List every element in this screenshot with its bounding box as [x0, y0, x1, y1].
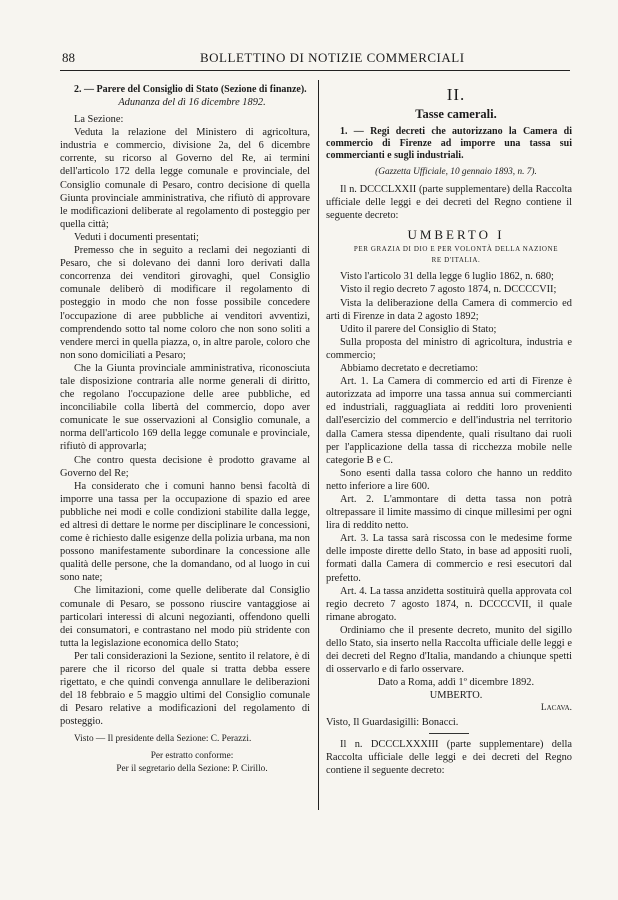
article-3: Art. 3. La tassa sarà riscossa con le medesime forme delle imposte dirette dello Stato, in base ad appositi ruoli, formati dalla Camera di commercio e resi esecutori dal prefetto. [326, 533, 572, 584]
paragraph: Ha considerato che i comuni hanno bensì facoltà di imporre una tassa per la occupazione di spazio ed aree pubbliche nei modi e colle condizioni stabilite dalla legge, ed altresì di dettare le norme per disciplinare le concessioni, come è richiesto dalle esigenze della polizia urbana, ma non possono manifestamente subordinare la concessione alle qualità delle persone, che la domandano, od al luogo in cui sono nate; [60, 480, 310, 584]
paragraph: Ordiniamo che il presente decreto, munito del sigillo dello Stato, sia inserto nella Raccolta ufficiale delle leggi e dei decreti del Regno d'Italia, mandando a chiunque spetti di osservarlo e di farlo osservare. [326, 624, 572, 676]
paragraph: Abbiamo decretato e decretiamo: [340, 363, 479, 375]
king-name: UMBERTO I [407, 227, 505, 243]
visto-presidente: Visto — Il presidente della Sezione: C. Perazzi. [74, 733, 252, 744]
paragraph: Visto l'articolo 31 della legge 6 luglio 1862, n. 680; [340, 271, 554, 283]
article-1: Art. 1. La Camera di commercio ed arti di Firenze è autorizzata ad imporre una tassa annua sui commercianti ed industriali, ragguagliata ai redditi loro provenienti dall'esercizio del commercio e dell'industria nel territorio dalla Camera stessa dipendente, quali risultano dai ruoli per l'applicazione della tassa di ricchezza mobile nelle categorie B e C. [326, 376, 572, 466]
estratto-conforme: Per estratto conforme: [150, 750, 234, 761]
paragraph: Veduti i documenti presentati; [74, 231, 199, 243]
paragraph: Vista la deliberazione della Camera di commercio ed arti di Firenze in data 2 agosto 1892; [326, 297, 572, 322]
paragraph: Sono esenti dalla tassa coloro che hanno un reddito netto inferiore a lire 600. [326, 467, 572, 492]
paragraph: Che la Giunta provinciale amministrativa, riconosciuta tale disposizione contraria alle norme generali di diritto, che regolano l'occupazione delle aree pubbliche, ed inconciliabile colla libertà del commercio, dopo aver comunicate le sue osservazioni al Consiglio comunale, a norma dell'articolo 169 della legge comunale e provinciale, rifiutò di approvarla; [60, 362, 310, 453]
paragraph: Il n. DCCCLXXII (parte supplementare) della Raccolta ufficiale delle leggi e dei decreti del Regno contiene il seguente decreto: [326, 184, 572, 222]
item-title: 1. — Regi decreti che autorizzano la Camera di commercio di Firenze ad imporre una tassa sui commercianti e sugli industriali. [326, 126, 572, 161]
paragraph: Per tali considerazioni la Sezione, sentito il relatore, è di parere che il ricorso del quale si tratta debba essere rigettato, e che quindi convenga annullare le deliberazioni del 18 febbraio e 5 maggio ultimi del Consiglio comunale di Pesaro relative a modificazioni del regolamento di posteggio. [60, 650, 310, 728]
lacava-signature: Lacava. [540, 703, 572, 714]
umberto-signature: UMBERTO. [429, 690, 483, 702]
paragraph: Veduta la relazione del Ministero di agricoltura, industria e commercio, divisione 2a, del 6 dicembre corrente, su ricorso al Governo del Re, ai termini dell'articolo 172 della legge comunale e provinciale, del Consiglio comunale di Pesaro, contro decisione di quella Giunta provinciale amministrativa, che rifiutò di approvare le modificazioni deliberate al regolamento di posteggio per quella città; [60, 127, 310, 230]
article-4: Art. 4. La tassa anzidetta sostituirà quella approvata col regio decreto 7 agosto 1874, n. DCCCCVII, il quale rimane abrogato. [326, 585, 572, 623]
king-title-line: RE D'ITALIA. [431, 256, 481, 265]
right-column [326, 84, 572, 777]
paragraph: Sulla proposta del ministro di agricoltura, industria e commercio; [326, 336, 572, 361]
paragraph: Che contro questa decisione è prodotto gravame al Governo del Re; [60, 454, 310, 479]
column-divider [318, 80, 319, 810]
section-heading: Tasse camerali. [415, 107, 497, 121]
guardasigilli-line: Visto, Il Guardasigilli: Bonacci. [326, 716, 459, 728]
header-rule [60, 70, 570, 71]
la-sezione: La Sezione: [74, 114, 124, 126]
paragraph: Visto il regio decreto 7 agosto 1874, n. DCCCCVII; [340, 284, 557, 296]
page-number: 88 [62, 50, 75, 65]
article-2: Art. 2. L'ammontare di detta tassa non potrà oltrepassare il limite massimo di cinque millesimi per ogni lira di reddito netto. [326, 493, 572, 532]
gazzetta-reference: (Gazzetta Ufficiale, 10 gennaio 1893, n. 7). [375, 167, 537, 177]
paragraph: Che limitazioni, come quelle deliberate dal Consiglio comunale di Pesaro, se possono riuscire vantaggiose ai particolari interessi di alcuni negozianti, offendono quelli dei consumatori, e contrastano nel modo più stridente con tutta la legislazione economica dello Stato; [60, 585, 310, 649]
segretario-signature: Per il segretario della Sezione: P. Cirillo. [116, 763, 268, 774]
grace-line: PER GRAZIA DI DIO E PER VOLONTÀ DELLA NAZIONE [353, 245, 559, 254]
dato-roma: Dato a Roma, addì 1º dicembre 1892. [377, 677, 535, 689]
section-roman-numeral: II. [446, 85, 466, 104]
section-title-parere: 2. — Parere del Consiglio di Stato (Sezione di finanze). [74, 84, 307, 95]
paragraph: Il n. DCCCLXXXIII (parte supplementare) della Raccolta ufficiale delle leggi e dei decreti del Regno contiene il seguente decreto: [326, 738, 572, 776]
paragraph: Premesso che in seguito a reclami dei negozianti di Pesaro, che si dolevano dei danni loro derivati dalla concorrenza dei venditori girovaghi, quel Consiglio comunale deliberò di modificare il regolamento di posteggio in modo che non fosse possibile concedere l'occupazione di aree pubbliche ai venditori avventizi, comprendendo sotto tal nome coloro che non sono soliti a vendere merci in quella piazza, o, in altre parole, coloro che non sono domiciliati a Pesaro; [60, 245, 310, 361]
left-column [60, 84, 310, 776]
paragraph: Udito il parere del Consiglio di Stato; [340, 323, 497, 335]
adunanza-date: Adunanza del dì 16 dicembre 1892. [118, 97, 266, 108]
running-title: BOLLETTINO DI NOTIZIE COMMERCIALI [200, 50, 465, 65]
